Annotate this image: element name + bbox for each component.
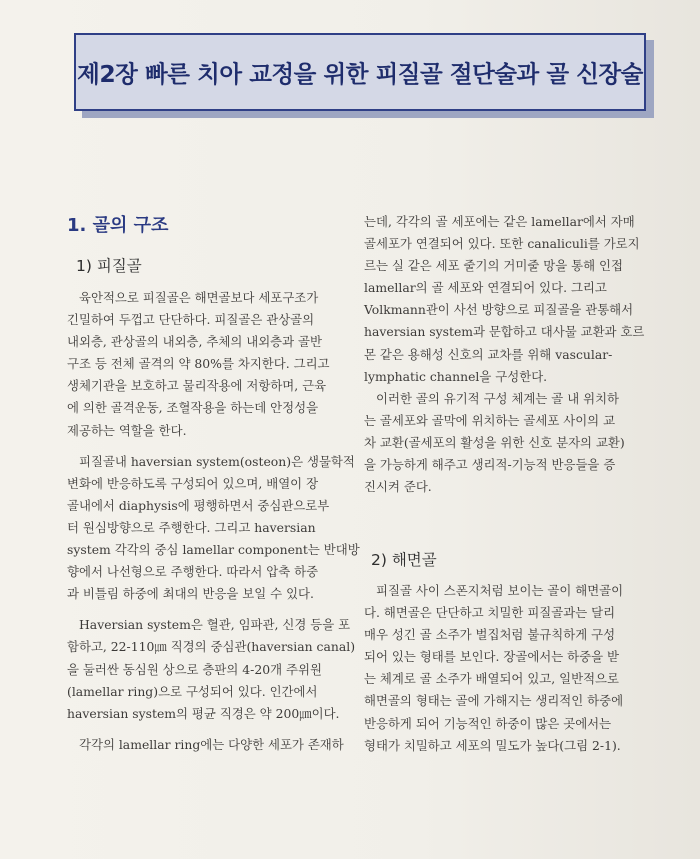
- paragraph-line: 에 의한 골격운동, 조혈작용을 하는데 안정성을: [67, 400, 319, 416]
- paragraph-line: 는 골세포와 골막에 위치하는 골세포 사이의 교: [364, 412, 616, 428]
- paragraph-line: 골세포가 연결되어 있다. 또한 canaliculi를 가로지: [364, 236, 640, 252]
- paragraph-line: 형태가 치밀하고 세포의 밀도가 높다(그림 2-1).: [364, 737, 621, 753]
- paragraph-line: 피질골 사이 스폰지처럼 보이는 골이 해면골이: [376, 583, 624, 598]
- paragraph-line: 향에서 나선형으로 주행한다. 따라서 압축 하중: [67, 564, 319, 580]
- paragraph-line: haversian system과 문합하고 대사물 교환과 호르: [364, 324, 645, 340]
- paragraph-line: 골내에서 diaphysis에 평행하면서 중심관으로부: [67, 497, 330, 513]
- paragraph-line: 매우 성긴 골 소주가 벌집처럼 불규칙하게 구성: [364, 627, 616, 643]
- paragraph-line: 각각의 lamellar ring에는 다양한 세포가 존재하: [79, 736, 344, 752]
- paragraph-line: 제공하는 역할을 한다.: [67, 422, 187, 438]
- paragraph-line: 함하고, 22-110㎛ 직경의 중심관(haversian canal): [67, 639, 356, 655]
- paragraph-line: lamellar의 골 세포와 연결되어 있다. 그리고: [364, 280, 607, 296]
- paragraph-line: system 각각의 중심 lamellar component는 반대방: [67, 542, 360, 558]
- paragraph-line: 을 둘러싼 동심원 상으로 층판의 4-20개 주위원: [67, 661, 322, 677]
- paragraph-line: haversian system의 평균 직경은 약 200㎛이다.: [67, 705, 340, 721]
- paragraph-line: (lamellar ring)으로 구성되어 있다. 인간에서: [67, 683, 318, 699]
- section-heading: 1. 골의 구조: [67, 215, 169, 236]
- paragraph-line: 진시켜 준다.: [364, 479, 432, 495]
- paragraph-line: 차 교환(골세포의 활성을 위한 신호 분자의 교환): [364, 434, 625, 450]
- paragraph-line: 는 체계로 골 소주가 배열되어 있고, 일반적으로: [364, 671, 619, 687]
- paragraph-line: 육안적으로 피질골은 해면골보다 세포구조가: [79, 290, 319, 305]
- paragraph-line: 터 원심방향으로 주행한다. 그리고 haversian: [67, 519, 316, 535]
- paragraph-line: Haversian system은 혈관, 임파관, 신경 등을 포: [79, 617, 351, 633]
- paragraph-line: 몬 같은 용해성 신호의 교차를 위해 vascular-: [364, 346, 613, 362]
- paragraph-line: 반응하게 되어 기능적인 하중이 많은 곳에서는: [364, 715, 612, 731]
- paragraph-line: 생체기관을 보호하고 물리작용에 저항하며, 근육: [67, 378, 327, 394]
- chapter-title-box: [74, 33, 646, 111]
- paragraph-line: 과 비틀림 하중에 최대의 반응을 보일 수 있다.: [67, 586, 314, 602]
- left-column-text: [67, 287, 360, 756]
- paragraph-line: Volkmann관이 사선 방향으로 피질골을 관통해서: [364, 302, 634, 318]
- paragraph-line: 구조 등 전체 골격의 약 80%를 차지한다. 그리고: [67, 356, 330, 372]
- paragraph-line: 긴밀하여 두껍고 단단하다. 피질골은 관상골의: [67, 312, 315, 328]
- subsection-heading-cancellous: 2) 해면골: [371, 551, 437, 569]
- paragraph-line: 변화에 반응하도록 구성되어 있으며, 배열이 장: [67, 475, 319, 491]
- paragraph-line: 이러한 골의 유기적 구성 체계는 골 내 위치하: [376, 390, 620, 406]
- paragraph-line: 해면골의 형태는 골에 가해지는 생리적인 하중에: [364, 693, 624, 709]
- subsection-heading-cortical: 1) 피질골: [76, 257, 142, 275]
- paragraph-line: 을 가능하게 해주고 생리적-기능적 반응들을 증: [364, 457, 616, 473]
- paragraph-line: 되어 있는 형태를 보인다. 장골에서는 하중을 받: [364, 649, 619, 665]
- paragraph-line: 는데, 각각의 골 세포에는 같은 lamellar에서 자매: [364, 214, 635, 229]
- paragraph-line: lymphatic channel을 구성한다.: [364, 368, 548, 384]
- paragraph-line: 내외층, 관상골의 내외층, 추체의 내외층과 골반: [67, 334, 322, 350]
- right-column-text-bottom: [364, 580, 654, 757]
- right-column-text-top: [364, 211, 654, 498]
- paragraph-line: 피질골내 haversian system(osteon)은 생물학적: [79, 453, 355, 469]
- paragraph-line: 르는 실 같은 세포 줄기의 거미줄 망을 통해 인접: [364, 258, 623, 274]
- paragraph-line: 다. 해면골은 단단하고 치밀한 피질골과는 달리: [364, 605, 616, 621]
- chapter-title: 제2장 빠른 치아 교정을 위한 피질골 절단술과 골 신장술: [77, 60, 643, 88]
